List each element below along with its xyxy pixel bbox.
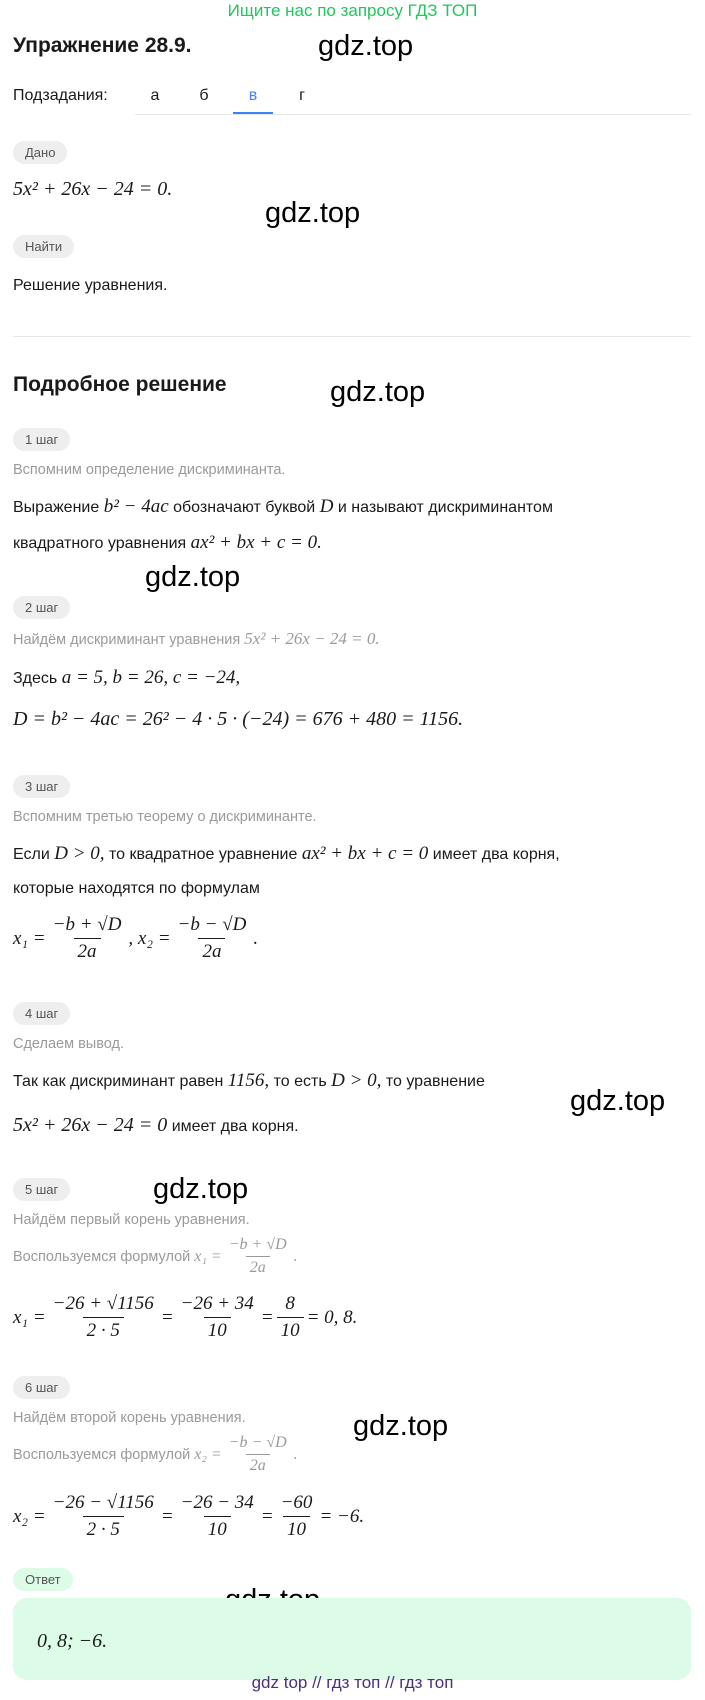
numerator: −26 − 34 <box>180 1492 254 1513</box>
math-span: x₂ = <box>194 1445 222 1463</box>
step-text: которые находятся по формулам <box>13 880 260 897</box>
step-hint <box>13 1434 298 1475</box>
math-span: 5x² + 26x − 24 = 0 <box>13 1114 168 1136</box>
math-span: D > 0, <box>331 1070 382 1091</box>
denominator: 10 <box>277 1317 304 1342</box>
root2-calc <box>13 1492 364 1541</box>
text-span: Воспользуемся формулой <box>13 1248 191 1265</box>
tab-a[interactable]: а <box>150 87 160 104</box>
find-chip: Найти <box>13 235 74 258</box>
numerator: −60 <box>280 1492 313 1513</box>
watermark: gdz.top <box>570 1085 666 1117</box>
answer-box <box>13 1598 691 1680</box>
math-span: ax² + bx + c = 0. <box>190 532 322 553</box>
fraction <box>49 1293 158 1342</box>
text-span: обозначают буквой <box>173 499 316 516</box>
text-span: Воспользуемся формулой <box>13 1446 191 1463</box>
find-text: Решение уравнения. <box>13 277 168 294</box>
tabs-divider <box>135 114 691 115</box>
math-span: . <box>293 1445 298 1463</box>
text-span: Найдём дискриминант уравнения <box>13 632 241 648</box>
text-span: и называют дискриминантом <box>337 499 553 516</box>
numerator: −b + √D <box>228 1236 287 1253</box>
text-span: Если <box>13 846 50 863</box>
math-span: = <box>260 1505 274 1527</box>
text-span: Здесь <box>13 670 58 687</box>
numerator: −b − √D <box>228 1434 287 1451</box>
denominator: 2a <box>246 1454 270 1475</box>
denominator: 2a <box>74 938 101 963</box>
step-hint <box>13 629 380 649</box>
fraction <box>49 1492 158 1541</box>
step-text <box>13 843 560 865</box>
root1-calc <box>13 1293 357 1342</box>
step-hint: Найдём второй корень уравнения. <box>13 1410 246 1426</box>
math-span: a = 5, b = 26, c = −24, <box>61 667 241 688</box>
step-text <box>13 496 553 518</box>
watermark: gdz.top <box>153 1173 249 1205</box>
solution-heading: Подробное решение <box>13 373 227 396</box>
math-span: = 0, 8. <box>306 1306 358 1328</box>
denominator: 10 <box>204 1516 231 1541</box>
numerator: −26 + 34 <box>180 1293 254 1314</box>
denominator: 2a <box>198 938 225 963</box>
text-span: квадратного уравнения <box>13 535 187 552</box>
answer-chip: Ответ <box>13 1568 73 1591</box>
search-banner: Ищите нас по запросу ГДЗ ТОП <box>227 1 478 20</box>
fraction <box>49 914 126 963</box>
tab-g[interactable]: г <box>299 87 305 104</box>
math-span: 1156, <box>227 1070 270 1091</box>
step-hint: Сделаем вывод. <box>13 1036 125 1052</box>
denominator: 10 <box>204 1317 231 1342</box>
fraction <box>225 1434 291 1475</box>
fraction <box>277 1293 304 1342</box>
math-span: ax² + bx + c = 0 <box>301 843 429 864</box>
step-hint: Найдём первый корень уравнения. <box>13 1212 250 1228</box>
step-text <box>13 1114 299 1137</box>
math-span: = −6. <box>319 1505 365 1527</box>
step-chip: 1 шаг <box>13 428 70 451</box>
discriminant-calc: D = b² − 4ac = 26² − 4 · 5 · (−24) = 676 + 480 = 1156. <box>13 708 464 730</box>
fraction <box>277 1492 317 1541</box>
answer-value: 0, 8; −6. <box>37 1630 108 1652</box>
fraction <box>174 914 251 963</box>
step-chip: 6 шаг <box>13 1376 70 1399</box>
watermark: gdz.top <box>145 561 241 593</box>
step-hint: Вспомним третью теорему о дискриминанте. <box>13 809 317 825</box>
numerator: 8 <box>285 1293 295 1314</box>
math-span: 5x² + 26x − 24 = 0. <box>244 629 380 648</box>
step-chip: 5 шаг <box>13 1178 70 1201</box>
watermark: gdz.top <box>330 376 426 408</box>
math-span: . <box>293 1247 298 1265</box>
given-chip: Дано <box>13 141 67 164</box>
given-equation: 5x² + 26x − 24 = 0. <box>13 178 173 200</box>
step-hint <box>13 1236 298 1277</box>
math-span: x₁ = <box>13 927 46 949</box>
subtasks-label: Подзадания: <box>13 87 108 104</box>
text-span: имеет два корня, <box>432 846 560 863</box>
text-span: Так как дискриминант равен <box>13 1073 224 1090</box>
text-span: то уравнение <box>385 1073 485 1090</box>
step-text <box>13 1070 485 1092</box>
step-chip: 2 шаг <box>13 596 70 619</box>
watermark: gdz.top <box>318 30 414 62</box>
math-span: = <box>260 1306 274 1328</box>
math-span: D <box>319 496 334 517</box>
roots-formula <box>13 914 258 963</box>
numerator: −26 − √1156 <box>52 1492 154 1513</box>
text-span: то есть <box>273 1073 327 1090</box>
denominator: 10 <box>283 1516 310 1541</box>
math-span: , x₂ = <box>128 927 171 949</box>
denominator: 2a <box>246 1256 270 1277</box>
step-text <box>13 532 322 554</box>
math-span: b² − 4ac <box>103 496 169 517</box>
denominator: 2 · 5 <box>83 1516 124 1541</box>
denominator: 2 · 5 <box>83 1317 124 1342</box>
math-span: . <box>253 927 259 949</box>
tab-v[interactable]: в <box>248 87 258 104</box>
step-hint: Вспомним определение дискриминанта. <box>13 462 286 478</box>
math-span: = <box>160 1505 174 1527</box>
numerator: −26 + √1156 <box>52 1293 154 1314</box>
fraction <box>177 1492 258 1541</box>
fraction <box>177 1293 258 1342</box>
text-span: то квадратное уравнение <box>108 846 298 863</box>
math-span: D > 0, <box>54 843 105 864</box>
math-span: x₁ = <box>194 1247 222 1265</box>
text-span: Выражение <box>13 499 100 516</box>
watermark: gdz.top <box>265 197 361 229</box>
numerator: −b − √D <box>177 914 247 935</box>
page-title: Упражнение 28.9. <box>13 34 192 57</box>
tab-b[interactable]: б <box>199 87 209 104</box>
section-divider <box>13 336 691 337</box>
fraction <box>225 1236 291 1277</box>
math-span: = <box>160 1306 174 1328</box>
numerator: −b + √D <box>52 914 122 935</box>
step-chip: 4 шаг <box>13 1002 70 1025</box>
active-tab-indicator <box>233 112 273 114</box>
math-span: x₁ = <box>13 1306 46 1328</box>
step-text <box>13 667 240 689</box>
step-chip: 3 шаг <box>13 775 70 798</box>
footer-links[interactable]: gdz top // гдз топ // гдз топ <box>251 1673 454 1692</box>
text-span: имеет два корня. <box>171 1118 299 1135</box>
watermark: gdz.top <box>353 1410 449 1442</box>
math-span: x₂ = <box>13 1505 46 1527</box>
